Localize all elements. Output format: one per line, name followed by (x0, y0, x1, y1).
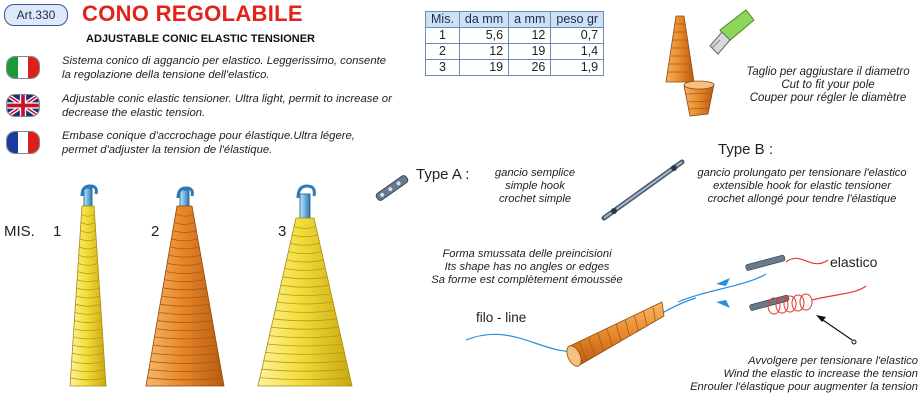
elastico-label: elastico (830, 254, 878, 270)
elastic-upper (786, 258, 828, 263)
uk-flag-icon (6, 94, 40, 117)
page-subtitle: ADJUSTABLE CONIC ELASTIC TENSIONER (86, 33, 315, 45)
table-header-cell: da mm (459, 12, 508, 28)
cone-size-2 (146, 188, 224, 386)
cut-caption-line: Couper pour régler le diamètre (749, 92, 907, 104)
fr-flag-icon (6, 131, 40, 154)
type-a-label: Type A : (416, 166, 470, 183)
it-flag-icon (6, 56, 40, 79)
table-cell: 5,6 (459, 28, 508, 44)
table-cell: 3 (426, 60, 460, 76)
wind-line: Avvolgere per tensionare l'elastico (748, 355, 918, 367)
table-row (426, 28, 604, 44)
table-row (426, 60, 604, 76)
cut-caption (728, 66, 920, 105)
cut-cone-icon (684, 81, 714, 116)
pointer-arrow-icon (816, 315, 856, 344)
wind-line: Enrouler l'élastique pour augmenter la tension (690, 381, 918, 393)
cone-size-3 (258, 186, 352, 386)
table-cell: 1 (426, 28, 460, 44)
table-header-cell: peso gr (551, 12, 604, 28)
blue-arrow-icon (716, 278, 730, 308)
table-cell: 19 (459, 60, 508, 76)
size-number-3: 3 (278, 223, 287, 240)
table-cell: 19 (509, 44, 551, 60)
table-header-cell: a mm (509, 12, 551, 28)
type-b-line: gancio prolungato per tensionare l'elastico (697, 167, 907, 179)
table-cell: 0,7 (551, 28, 604, 44)
type-a-line: crochet simple (498, 193, 572, 205)
table-header-row (426, 12, 604, 28)
type-b-line: crochet allongé pour tendre l'élastique (707, 193, 897, 205)
filo-label: filo - line (476, 310, 527, 325)
table-cell: 1,9 (551, 60, 604, 76)
small-cone-icon (666, 16, 694, 82)
type-b-line: extensible hook for elastic tensioner (713, 180, 891, 192)
type-a-caption (470, 167, 600, 206)
lying-cone-icon (564, 302, 664, 369)
shape-line: Its shape has no angles or edges (444, 261, 610, 273)
description-italian: Sistema conico di aggancio per elastico. Leggerissimo, consente la regolazione della tensione dell'elastico. (62, 55, 387, 81)
table-cell: 12 (459, 44, 508, 60)
hook-type-a-icon (370, 168, 414, 208)
table-cell: 2 (426, 44, 460, 60)
table-cell: 26 (509, 60, 551, 76)
size-label: MIS. (4, 223, 35, 240)
type-a-line: simple hook (505, 180, 565, 192)
cut-caption-line: Taglio per aggiustare il diametro (746, 66, 910, 78)
hook-type-b-icon (594, 154, 690, 226)
article-badge: Art.330 (4, 4, 68, 26)
table-cell: 1,4 (551, 44, 604, 60)
cone-size-1 (70, 186, 106, 386)
size-number-2: 2 (151, 223, 160, 240)
description-french: Embase conique d'accrochage pour élastique.Ultra légere, permet d'adjuster la tension de l'élastique. (62, 130, 355, 156)
table-cell: 12 (509, 28, 551, 44)
cut-caption-line: Cut to fit your pole (781, 79, 875, 91)
cutter-knife-icon (710, 10, 754, 54)
type-b-caption (686, 167, 918, 206)
page-title: CONO REGOLABILE (82, 1, 303, 26)
description-english: Adjustable conic elastic tensioner. Ultra light, permit to increase or decrease the elastic tension. (62, 93, 392, 119)
type-b-label: Type B : (718, 141, 774, 158)
size-table (425, 11, 604, 76)
table-header-cell: Mis. (426, 12, 460, 28)
wind-line: Wind the elastic to increase the tension (723, 368, 918, 380)
shape-line: Forma smussata delle preincisioni (442, 248, 612, 260)
cones-illustration (60, 180, 360, 392)
table-row (426, 44, 604, 60)
hook-upper-icon (745, 255, 785, 271)
type-a-line: gancio semplice (494, 167, 576, 179)
wind-caption (676, 355, 918, 394)
size-number-1: 1 (53, 223, 62, 240)
shape-line: Sa forme est complètement émoussée (431, 274, 623, 286)
